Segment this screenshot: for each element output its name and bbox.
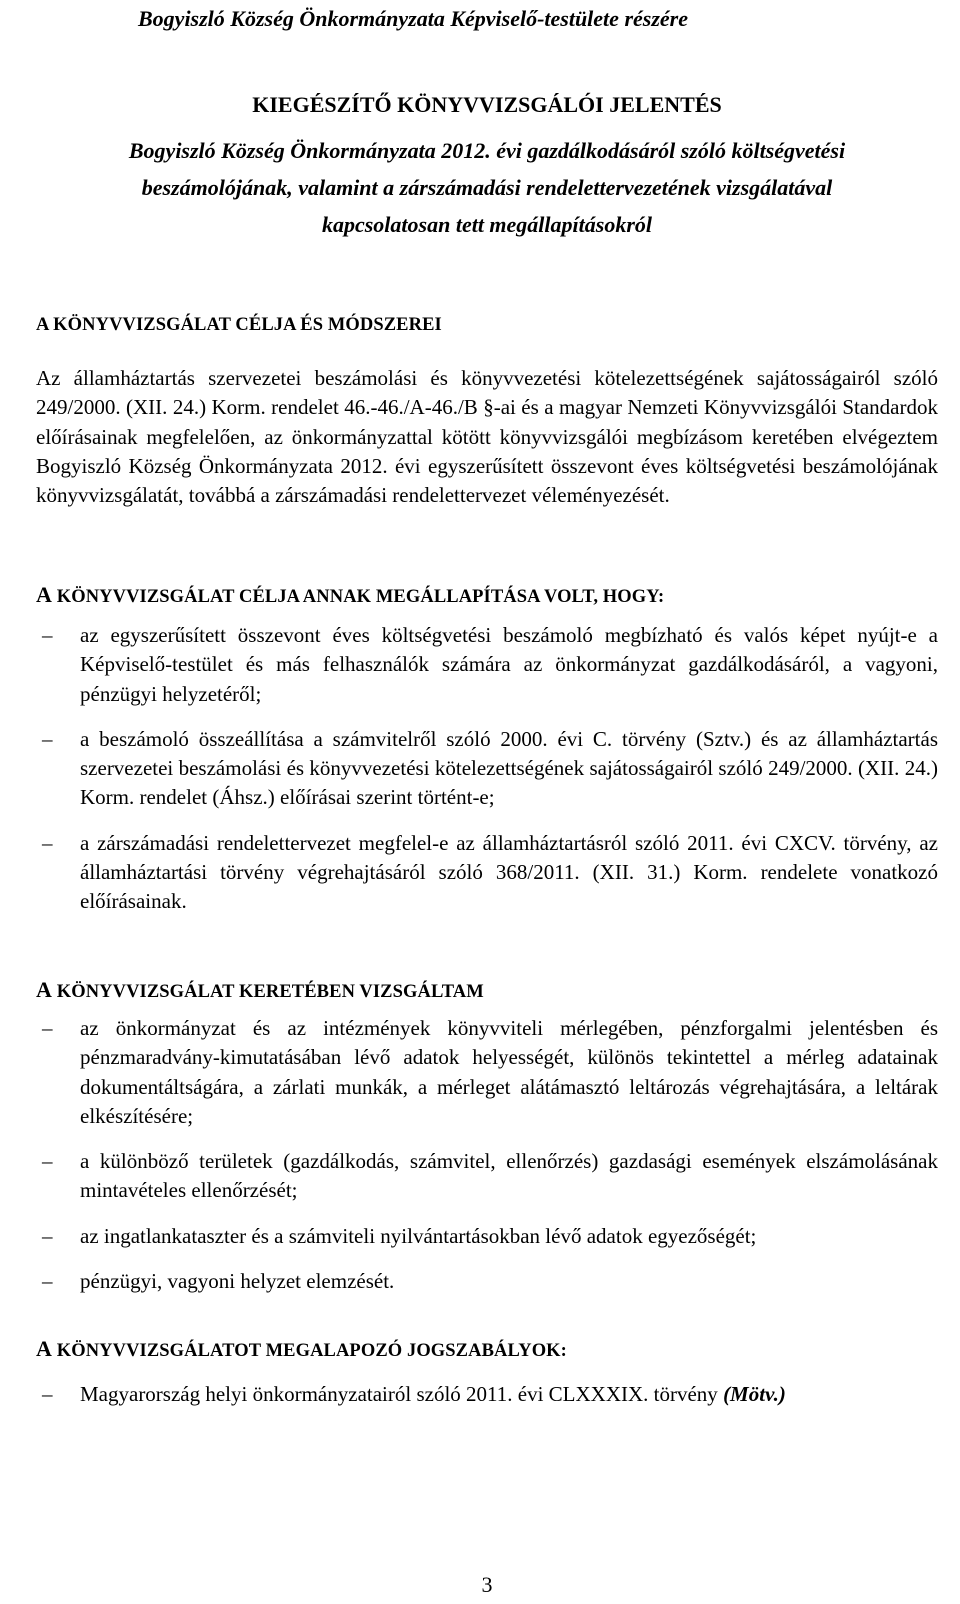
- list-item-text: az önkormányzat és az intézmények könyvviteli mérlegében, pénzforgalmi jelentésben és pénzmaradvány-kimutatásában lévő adatok helyességét, különös tekintettel a mérleg adatainak dokumentáltságára, a zárlati munkák, a mérleget alátámasztó leltározás végrehajtására, a leltárak elkészítésére;: [80, 1016, 938, 1128]
- heading-text: KÖNYVVIZSGÁLAT KERETÉBEN VIZSGÁLTAM: [52, 982, 484, 1002]
- list-item-text: az ingatlankataszter és a számviteli nyilvántartásokban lévő adatok egyezőségét;: [80, 1223, 757, 1248]
- dash-bullet: –: [42, 1016, 53, 1040]
- list-item: [36, 1267, 938, 1296]
- list-item: [36, 1380, 938, 1409]
- heading-text: KÖNYVVIZSGÁLATOT MEGALAPOZÓ JOGSZABÁLYOK:: [52, 1341, 567, 1361]
- heading-text: KÖNYVVIZSGÁLAT CÉLJA ANNAK MEGÁLLAPÍTÁSA VOLT, HOGY:: [52, 587, 665, 607]
- list-item: [36, 829, 938, 917]
- dash-bullet: –: [42, 726, 53, 751]
- purpose-paragraph: Az államháztartás szervezetei beszámolási és könyvvezetési kötelezettségének sajátosságairól szóló 249/2000. (XII. 24.) Korm. rendelet 46.-46./A-46./B §-ai és a magyar Nemzeti Könyvvizsgálói Standardok előírásainak megfelelően, az önkormányzattal kötött könyvvizsgálói megbízásom keretében elvégeztem Bogyiszló Község Önkormányzata 2012. évi egyszerűsített összevont éves költségvetési beszámolójának könyvvizsgálatát, továbbá a zárszámadási rendelettervezet véleményezését.: [36, 366, 938, 508]
- dash-bullet: –: [42, 830, 53, 855]
- list-item-text: a különböző területek (gazdálkodás, számvitel, ellenőrzés) gazdasági események elszámolásának mintavételes ellenőrzését;: [80, 1149, 938, 1203]
- legal-basis-list: [36, 1380, 938, 1425]
- list-item-text: a zárszámadási rendelettervezet megfelel-e az államháztartásról szóló 2011. évi CXCV. törvény, az államháztartási törvény végrehajtásáról szóló 368/2011. (XII. 31.) Korm. rendelete vonatkozó előírásainak.: [80, 830, 938, 914]
- heading-initial: A: [36, 582, 52, 607]
- subtitle-line: Bogyiszló Község Önkormányzata 2012. évi gazdálkodásáról szóló költségvetési: [128, 138, 846, 163]
- list-item-text: pénzügyi, vagyoni helyzet elemzését.: [80, 1269, 395, 1294]
- heading-initial: A: [36, 977, 52, 1002]
- section-heading-legal-basis: [36, 1334, 567, 1365]
- list-item: [36, 1222, 938, 1251]
- dash-bullet: –: [42, 1149, 53, 1174]
- report-subtitle: [36, 132, 938, 243]
- section-heading-purpose-methods: A KÖNYVVIZSGÁLAT CÉLJA ÉS MÓDSZEREI: [36, 315, 442, 335]
- aim-list: [36, 621, 938, 933]
- subtitle-line: beszámolójának, valamint a zárszámadási rendelettervezetének vizsgálatával: [141, 175, 833, 200]
- addressee-line: Bogyiszló Község Önkormányzata Képviselő-testülete részére: [138, 6, 688, 31]
- dash-bullet: –: [42, 1382, 53, 1406]
- examined-list: [36, 1014, 938, 1312]
- list-item: [36, 1014, 938, 1131]
- heading-initial: A: [36, 1336, 52, 1361]
- list-item: [36, 725, 938, 813]
- dash-bullet: –: [42, 1269, 53, 1294]
- subtitle-line: kapcsolatosan tett megállapításokról: [321, 212, 652, 237]
- dash-bullet: –: [42, 1223, 53, 1248]
- section-heading-aim: [36, 580, 664, 611]
- list-item: [36, 621, 938, 709]
- list-item-text: Magyarország helyi önkormányzatairól szóló 2011. évi CLXXXIX. törvény: [80, 1382, 724, 1406]
- page-number: 3: [481, 1572, 493, 1597]
- law-abbreviation: (Mötv.): [723, 1382, 786, 1406]
- list-item: [36, 1147, 938, 1206]
- list-item-text: a beszámoló összeállítása a számvitelről szóló 2000. évi C. törvény (Sztv.) és az államháztartás szervezetei beszámolási és könyvvezetési kötelezettségének sajátosságairól szóló 249/2000. (XII. 24.) Korm. rendelet (Áhsz.) előírásai szerint történt-e;: [80, 726, 938, 810]
- dash-bullet: –: [42, 623, 53, 647]
- list-item-text: az egyszerűsített összevont éves költségvetési beszámoló megbízható és valós képet nyújt-e a Képviselő-testület és más felhasználók számára az önkormányzat gazdálkodásáról, a vagyoni, pénzügyi helyzetéről;: [80, 623, 938, 706]
- section-heading-examined: [36, 975, 484, 1006]
- report-title: KIEGÉSZÍTŐ KÖNYVVIZSGÁLÓI JELENTÉS: [252, 92, 722, 117]
